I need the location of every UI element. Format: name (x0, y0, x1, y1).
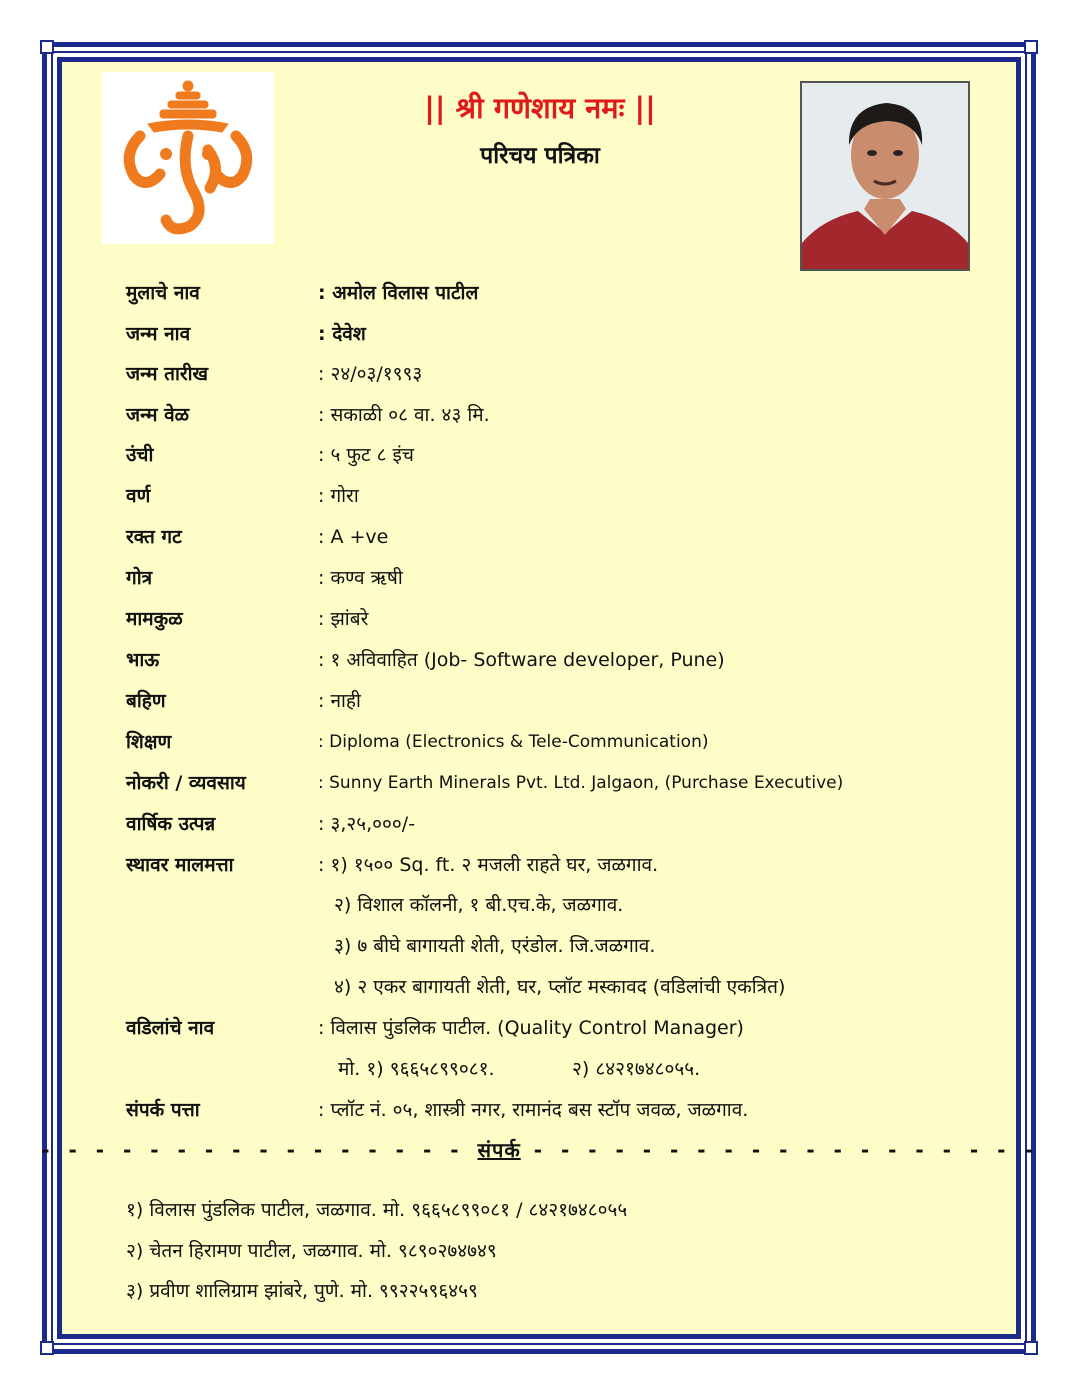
father-mobile-2: २) ८४२१७४८०५५. (572, 1058, 701, 1080)
contact-heading: संपर्क (477, 1138, 521, 1162)
detail-label: संपर्क पत्ता (126, 1099, 200, 1121)
detail-value: : ५ फुट ८ इंच (318, 444, 414, 466)
detail-value: : झांबरे (318, 608, 369, 630)
contact-item: १) विलास पुंडलिक पाटील, जळगाव. मो. ९६६५८९९०८१ / ८४२१७४८०५५ (126, 1199, 628, 1221)
divider-dashes-left: - - - - - - - - - - - - - - - - (41, 1138, 465, 1162)
detail-label: वार्षिक उत्पन्न (126, 813, 216, 835)
detail-value: : १ अविवाहित (Job- Software developer, Pune) (318, 649, 725, 671)
detail-label: स्थावर मालमत्ता (126, 854, 234, 876)
border-corner-top-right (1024, 40, 1038, 54)
border-corner-bottom-right (1024, 1341, 1038, 1355)
page-title: || श्री गणेशाय नमः || (424, 91, 656, 125)
contact-item: २) चेतन हिरामण पाटील, जळगाव. मो. ९८९०२७४७४९ (126, 1240, 497, 1262)
detail-value: : कण्व ऋषी (318, 567, 403, 589)
detail-value: : Diploma (Electronics & Tele-Communication) (318, 732, 709, 752)
property-line: २) विशाल कॉलनी, १ बी.एच.के, जळगाव. (334, 894, 624, 916)
detail-label: मुलाचे नाव (126, 282, 200, 304)
detail-label: भाऊ (126, 649, 160, 671)
detail-value: : विलास पुंडलिक पाटील. (Quality Control Manager) (318, 1017, 744, 1039)
detail-label: उंची (126, 444, 154, 466)
detail-value: : ३,२५,०००/- (318, 813, 416, 835)
property-line: ३) ७ बीघे बागायती शेती, एरंडोल. जि.जळगाव. (334, 935, 656, 957)
detail-value: : देवेश (318, 323, 366, 345)
detail-label: नोकरी / व्यवसाय (126, 772, 246, 794)
detail-value: : सकाळी ०८ वा. ४३ मि. (318, 404, 490, 426)
detail-value: : नाही (318, 690, 361, 712)
father-mobile-1: मो. १) ९६६५८९९०८१. (338, 1058, 495, 1080)
detail-value: : अमोल विलास पाटील (318, 282, 479, 304)
detail-value: : २४/०३/१९९३ (318, 363, 423, 385)
detail-label: शिक्षण (126, 731, 172, 753)
divider-dashes-right: - - - - - - - - - - - - - - - - - - - (533, 1138, 1039, 1162)
detail-label: रक्त गट (126, 526, 182, 548)
detail-label: वर्ण (126, 485, 151, 507)
contact-divider (0, 1136, 1080, 1163)
detail-value: : A +ve (318, 526, 389, 548)
detail-label: जन्म वेळ (126, 404, 190, 426)
border-corner-bottom-left (40, 1341, 54, 1355)
detail-label: मामकुळ (126, 608, 183, 630)
detail-label: वडिलांचे नाव (126, 1017, 215, 1039)
detail-label: गोत्र (126, 567, 153, 589)
detail-label: जन्म तारीख (126, 363, 209, 385)
property-line: ४) २ एकर बागायती शेती, घर, प्लॉट मस्कावद (वडिलांची एकत्रित) (334, 976, 786, 998)
contact-item: ३) प्रवीण शालिग्राम झांबरे, पुणे. मो. ९९२२५९६४५९ (126, 1280, 478, 1302)
detail-label: बहिण (126, 690, 166, 712)
page-subtitle: परिचय पत्रिका (480, 143, 600, 169)
detail-label: जन्म नाव (126, 323, 191, 345)
detail-value: : Sunny Earth Minerals Pvt. Ltd. Jalgaon, (Purchase Executive) (318, 773, 844, 793)
border-corner-top-left (40, 40, 54, 54)
detail-value: : १) १५०० Sq. ft. २ मजली राहते घर, जळगाव. (318, 854, 659, 876)
detail-value: : गोरा (318, 485, 359, 507)
detail-value: : प्लॉट नं. ०५, शास्त्री नगर, रामानंद बस स्टॉप जवळ, जळगाव. (318, 1099, 749, 1121)
